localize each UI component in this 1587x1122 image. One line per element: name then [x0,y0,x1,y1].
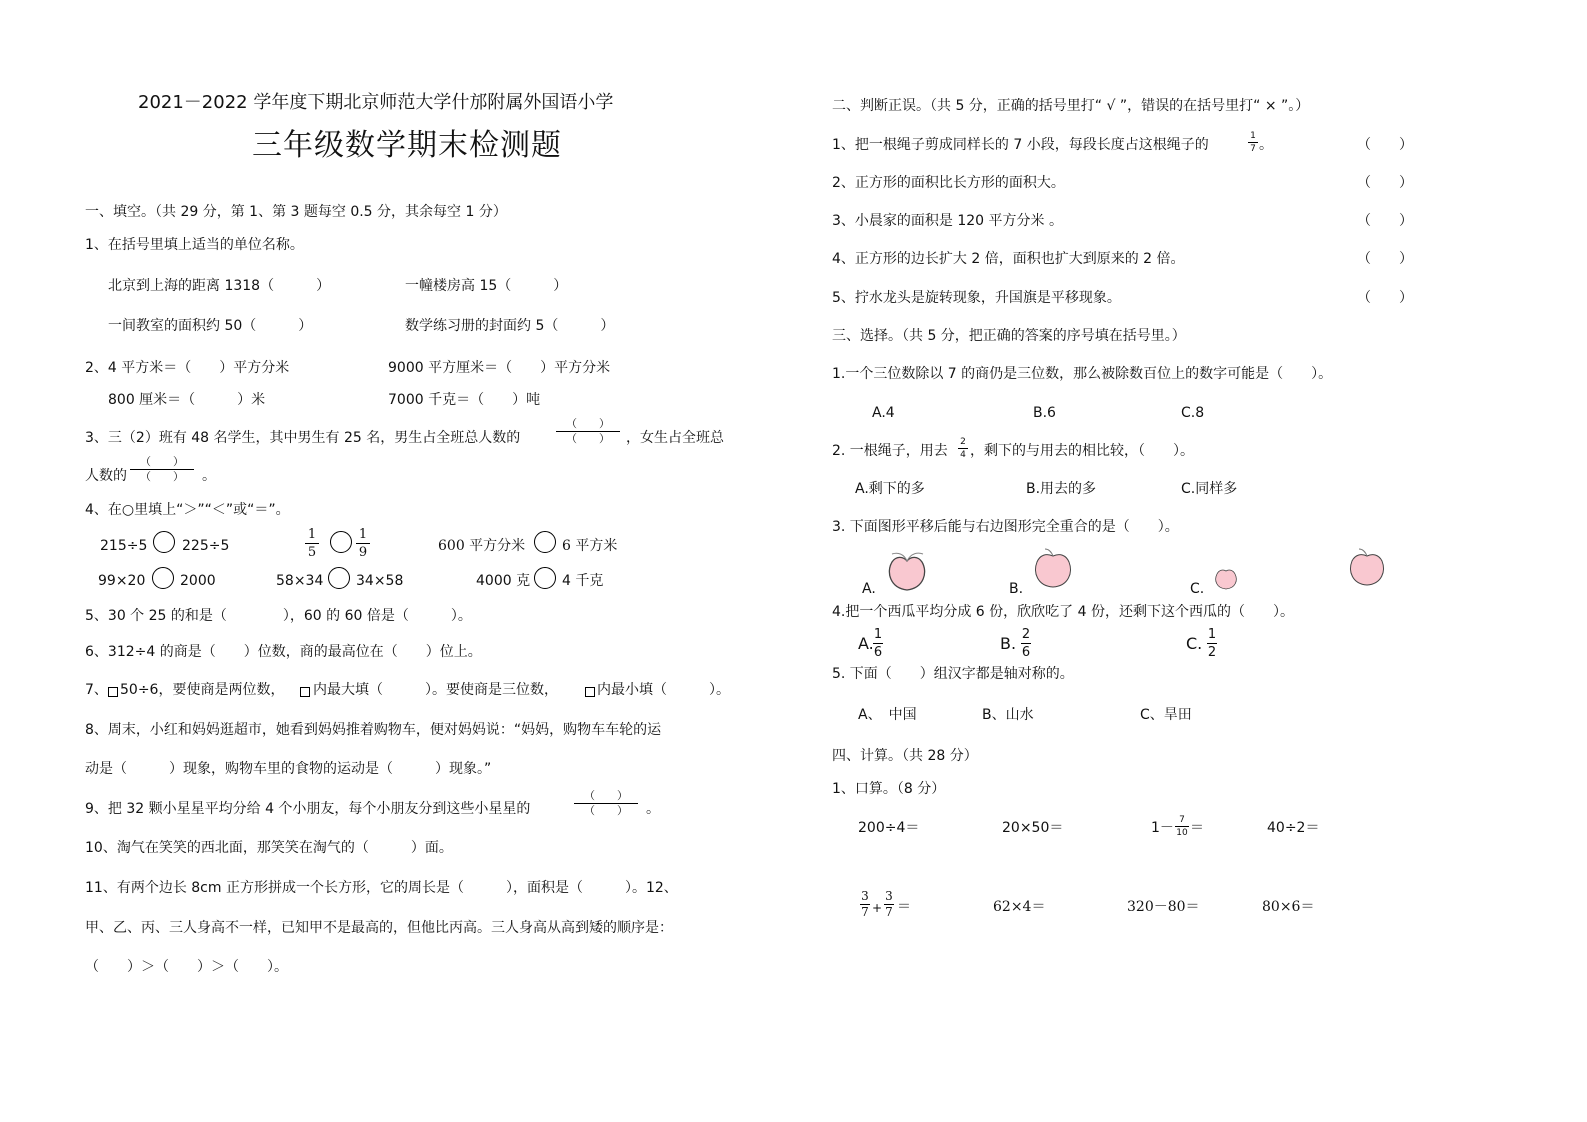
calc-5-eq: ＝ [897,899,911,915]
s2-q1-end: 。 [1259,137,1273,153]
s3-q1-opt-b[interactable]: B.6 [1033,405,1056,421]
s1-q3b: ，女生占全班总 [626,430,724,446]
cmp4-left: 99×20 [98,573,146,589]
s1-q7a: 7、 [85,682,108,698]
s3-q3-opt-c[interactable]: C. [1190,581,1205,597]
frac-blank-bottom: （ ） [584,804,628,817]
digit-box [108,687,118,697]
s3-q4-opt-b[interactable]: B. [1000,634,1017,653]
s1-q7b: 50÷6，要使商是两位数， [120,682,285,698]
answer-paren[interactable]: （ ） [1357,213,1413,229]
denominator: 7 [885,905,893,919]
s3-q1-opt-a[interactable]: A.4 [872,405,895,421]
s3-q4-frac-c [1207,627,1217,660]
s3-q5-opt-b[interactable]: B、山水 [982,707,1034,723]
school-line: 2021－2022 学年度下期北京师范大学什邡附属外国语小学 [138,92,614,113]
compare-circle[interactable] [534,531,556,553]
section1-heading: 一、填空。（共 29 分，第 1、第 3 题每空 0.5 分，其余每空 1 分） [85,204,507,220]
frac-blank-top: （ ） [140,455,184,468]
compare-circle[interactable] [152,567,174,589]
numerator: 1 [873,627,883,642]
digit-box [585,687,595,697]
cmp5-left: 58×34 [276,573,324,589]
s2-q4: 4、正方形的边长扩大 2 倍，面积也扩大到原来的 2 倍。 [832,251,1185,267]
digit-box [300,687,310,697]
s3-q2-opt-b[interactable]: B.用去的多 [1026,481,1097,497]
numerator: 1 [1250,131,1256,141]
calc-8: 80×6＝ [1262,899,1315,915]
answer-paren[interactable]: （ ） [1357,251,1413,267]
s3-q2-frac [958,437,968,460]
s1-q3a: 3、三（2）班有 48 名学生，其中男生有 25 名，男生占全班总人数的 [85,430,521,446]
s3-q3: 3. 下面图形平移后能与右边图形完全重合的是（ ）。 [832,519,1179,535]
s1-q3-frac1 [556,418,620,445]
s1-q9b: 。 [646,801,660,817]
peach-icon [1031,546,1075,590]
s1-q2b: 9000 平方厘米＝（ ）平方分米 [388,360,611,376]
cmp1-left: 215÷5 [100,538,148,554]
s3-q3-opt-b[interactable]: B. [1009,581,1024,597]
numerator: 2 [960,437,966,447]
frac-blank-bottom: （ ） [566,432,610,445]
s3-q2-opt-a[interactable]: A.剩下的多 [855,481,925,497]
s1-q10: 10、淘气在笑笑的西北面，那笑笑在淘气的（ ）面。 [85,840,453,856]
calc-5-frac2 [884,890,894,919]
peach-icon [884,548,930,594]
peach-icon [1346,546,1388,588]
s1-q1d: 数学练习册的封面约 5（ ） [405,318,615,334]
s1-q8b: 动是（ ）现象，购物车里的食物的运动是（ ）现象。” [85,761,492,777]
s3-q4: 4.把一个西瓜平均分成 6 份，欣欣吃了 4 份，还剩下这个西瓜的（ ）。 [832,604,1294,620]
s1-q3d: 。 [202,468,216,484]
calc-5-frac1 [860,890,870,919]
denominator: 9 [358,545,368,560]
s1-q7d: 内最小填（ ）。 [597,682,730,698]
frac-blank-top: （ ） [584,789,628,802]
s3-q2a: 2. 一根绳子，用去 [832,443,948,459]
s2-q2: 2、正方形的面积比长方形的面积大。 [832,175,1065,191]
cmp4-right: 2000 [180,573,216,589]
section3-heading: 三、选择。（共 5 分，把正确的答案的序号填在括号里。） [832,328,1186,344]
numerator: 1 [358,527,368,542]
section4-heading: 四、计算。（共 28 分） [832,748,978,764]
compare-circle[interactable] [153,531,175,553]
s1-q2c: 800 厘米＝（ ）米 [108,392,266,408]
s1-q3-frac2 [130,456,194,483]
s1-q1c: 一间教室的面积约 50（ ） [108,318,313,334]
denominator: 7 [1250,144,1256,154]
frac-blank-bottom: （ ） [140,470,184,483]
s3-q4-frac-a [873,627,883,660]
numerator: 3 [861,889,869,903]
s1-q2a: 2、4 平方米＝（ ）平方分米 [85,360,290,376]
s1-q3c: 人数的 [85,468,127,484]
s3-q4-opt-c[interactable]: C. [1186,634,1203,653]
numerator: 2 [1021,627,1031,642]
frac-blank-top: （ ） [566,417,610,430]
calc-3-frac [1175,815,1189,838]
calc-5-op: + [872,901,883,915]
s3-q5-opt-c[interactable]: C、旱田 [1140,707,1192,723]
s1-q7c: 内最大填（ ）。要使商是三位数， [313,682,558,698]
s3-q2b: ，剩下的与用去的相比较，（ ）。 [970,443,1194,459]
calc-7: 320－80＝ [1127,899,1200,915]
denominator: 10 [1176,828,1188,838]
denominator: 6 [873,645,883,660]
s1-q8a: 8、周末，小红和妈妈逛超市，她看到妈妈推着购物车，便对妈妈说：“妈妈，购物车车轮的运 [85,722,662,738]
cmp2-left-frac [305,527,319,560]
s3-q5: 5. 下面（ ）组汉字都是轴对称的。 [832,666,1074,682]
s3-q4-frac-b [1021,627,1031,660]
exam-title: 三年级数学期末检测题 [252,128,562,163]
s3-q5-opt-a[interactable]: A、 中国 [858,707,917,723]
numerator: 1 [1207,627,1217,642]
compare-circle[interactable] [328,567,350,589]
s1-q1: 1、在括号里填上适当的单位名称。 [85,237,304,253]
denominator: 6 [1021,645,1031,660]
cmp2-right-frac [356,527,370,560]
compare-circle[interactable] [330,531,352,553]
cmp6-left: 4000 克 [476,573,531,589]
denominator: 5 [307,545,317,560]
denominator: 7 [861,905,869,919]
s1-q2d: 7000 千克＝（ ）吨 [388,392,541,408]
cmp6-right: 4 千克 [562,573,604,589]
s1-q4: 4、在○里填上“＞”“＜”或“＝”。 [85,502,290,518]
calc-1: 200÷4＝ [858,820,920,836]
s2-q3: 3、小晨家的面积是 120 平方分米 。 [832,213,1063,229]
s2-q5: 5、拧水龙头是旋转现象，升国旗是平移现象。 [832,290,1121,306]
s1-q9-frac [574,790,638,817]
s2-q1: 1、把一根绳子剪成同样长的 7 小段，每段长度占这根绳子的 [832,137,1209,153]
calc-3-prefix: 1－ [1151,820,1174,836]
cmp3-left: 600 平方分米 [438,538,526,554]
s1-q9a: 9、把 32 颗小星星平均分给 4 个小朋友，每个小朋友分到这些小星星的 [85,801,531,817]
calc-6: 62×4＝ [993,899,1046,915]
s1-q6: 6、312÷4 的商是（ ）位数，商的最高位在（ ）位上。 [85,644,482,660]
numerator: 3 [885,889,893,903]
s3-q2-opt-c[interactable]: C.同样多 [1181,481,1238,497]
section2-heading: 二、判断正误。（共 5 分，正确的括号里打“ √ ”，错误的在括号里打“ × ”。） [832,98,1310,114]
s3-q1: 1.一个三位数除以 7 的商仍是三位数，那么被除数百位上的数字可能是（ ）。 [832,366,1333,382]
s4-sub1: 1、口算。（8 分） [832,781,946,797]
compare-circle[interactable] [534,567,556,589]
answer-paren[interactable]: （ ） [1357,137,1413,153]
s1-q12a: 甲、乙、丙、三人身高不一样，已知甲不是最高的，但他比丙高。三人身高从高到矮的顺序是： [85,920,673,936]
denominator: 2 [1207,645,1217,660]
cmp3-right: 6 平方米 [562,538,618,554]
calc-2: 20×50＝ [1002,820,1064,836]
s3-q4-opt-a[interactable]: A. [858,634,874,653]
answer-paren[interactable]: （ ） [1357,290,1413,306]
s1-q1a: 北京到上海的距离 1318（ ） [108,278,331,294]
s3-q1-opt-c[interactable]: C.8 [1181,405,1205,421]
calc-4: 40÷2＝ [1267,820,1320,836]
cmp1-right: 225÷5 [182,538,230,554]
s2-q1-frac [1248,131,1258,154]
answer-paren[interactable]: （ ） [1357,175,1413,191]
s1-q11: 11、有两个边长 8cm 正方形拼成一个长方形，它的周长是（ ），面积是（ ）。12、 [85,880,678,896]
denominator: 4 [960,450,966,460]
s1-q5: 5、30 个 25 的和是（ ），60 的 60 倍是（ ）。 [85,608,472,624]
s1-q12b: （ ）＞（ ）＞（ ）。 [85,959,288,975]
s3-q3-opt-a[interactable]: A. [862,581,876,597]
cmp5-right: 34×58 [356,573,404,589]
numerator: 1 [307,527,317,542]
peach-icon [1213,565,1239,591]
numerator: 7 [1179,815,1185,825]
s1-q1b: 一幢楼房高 15（ ） [405,278,568,294]
calc-3-eq: ＝ [1190,820,1204,836]
